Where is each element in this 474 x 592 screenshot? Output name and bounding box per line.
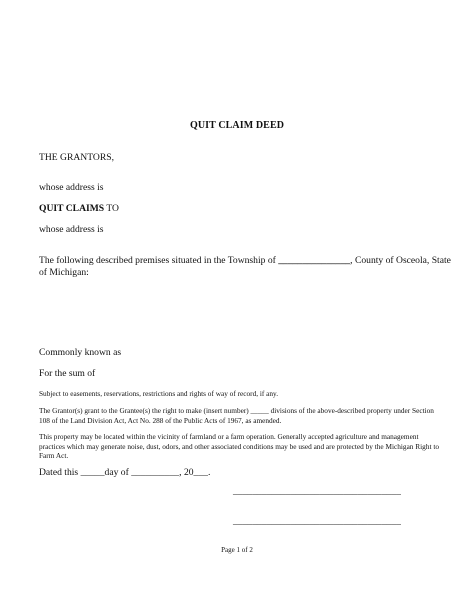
grantee-address-label: whose address is	[39, 224, 104, 235]
quit-claims-text: QUIT CLAIMS	[39, 203, 105, 214]
premises-text-a: The following described premises situated in the Township of	[39, 255, 279, 266]
signature-line-2: ___________________________________	[233, 516, 401, 527]
sum-label: For the sum of	[39, 368, 96, 379]
quit-claims-to-text: TO	[104, 203, 119, 214]
premises-line-1	[39, 256, 451, 266]
dated-line: Dated this _____day of __________, 20___.	[39, 467, 211, 478]
grantor-address-label: whose address is	[39, 182, 104, 193]
page-footer: Page 1 of 2	[221, 546, 253, 554]
grantors-label: THE GRANTORS,	[39, 152, 114, 163]
quit-claims-line	[39, 204, 119, 214]
premises-text-b: , County of Osceola, State	[350, 255, 451, 266]
land-division-clause: The Grantor(s) grant to the Grantee(s) the right to make (insert number) _____ divisions of the above-described property under Section 108 of the Land Division Act, Act No. 288 of the Public Acts of 1967, as amended.	[39, 406, 434, 425]
subject-to-clause: Subject to easements, reservations, restrictions and rights of way of record, if any.	[39, 389, 279, 398]
township-blank: _______________	[278, 255, 351, 266]
premises-line-2: of Michigan:	[39, 267, 89, 278]
signature-line-1: ___________________________________	[233, 486, 401, 497]
document-title: QUIT CLAIM DEED	[189, 120, 285, 131]
right-to-farm-clause: This property may be located within the vicinity of farmland or a farm operation. Generally accepted agriculture and management practices which may generate noise, dust, odors, and other associated conditions may be used and are protected by the Michigan Right to Farm Act.	[39, 432, 439, 461]
commonly-known-label: Commonly known as	[39, 347, 122, 358]
